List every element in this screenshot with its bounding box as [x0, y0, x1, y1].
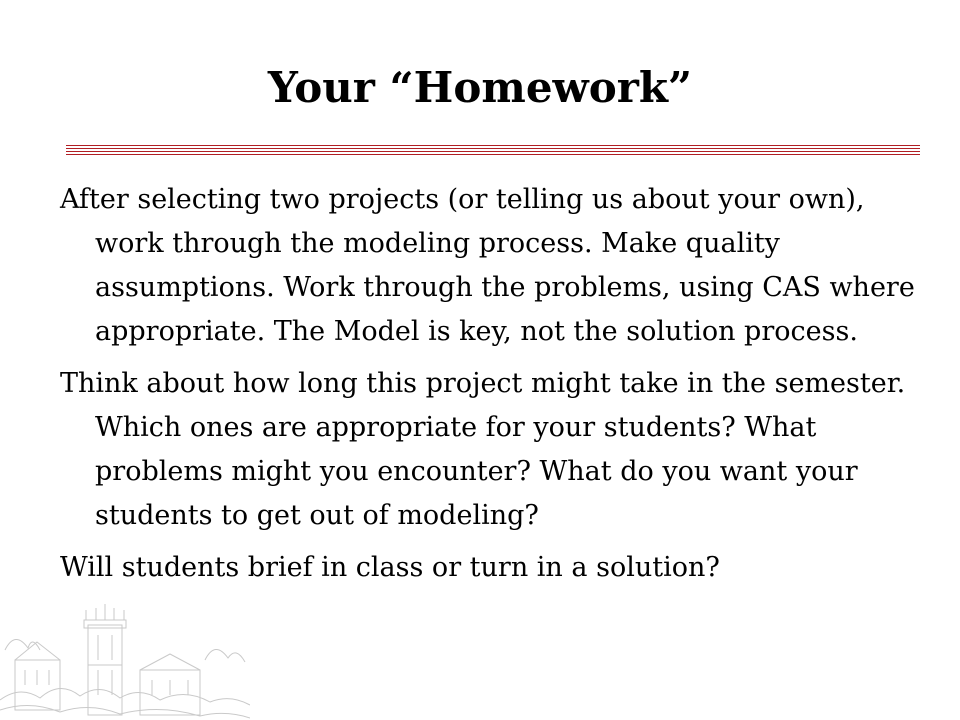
paragraph-reflection-questions: Think about how long this project might take in the semester. Which ones are appropriate for your students? What problems might you encounter? What do you want your students to get out of modeling? — [60, 368, 906, 531]
title-divider — [66, 145, 920, 157]
paragraph-brief-question: Will students brief in class or turn in a solution? — [60, 552, 720, 583]
paragraph-homework-instructions: After selecting two projects (or telling us about your own), work through the modeling process. Make quality assumptions. Work through the problems, using CAS where appropriate. The Model is key, not the solution process. — [60, 184, 915, 347]
slide-title: Your “Homework” — [267, 63, 693, 112]
slide-body — [60, 178, 930, 598]
building-tower-watermark-icon — [0, 590, 250, 720]
